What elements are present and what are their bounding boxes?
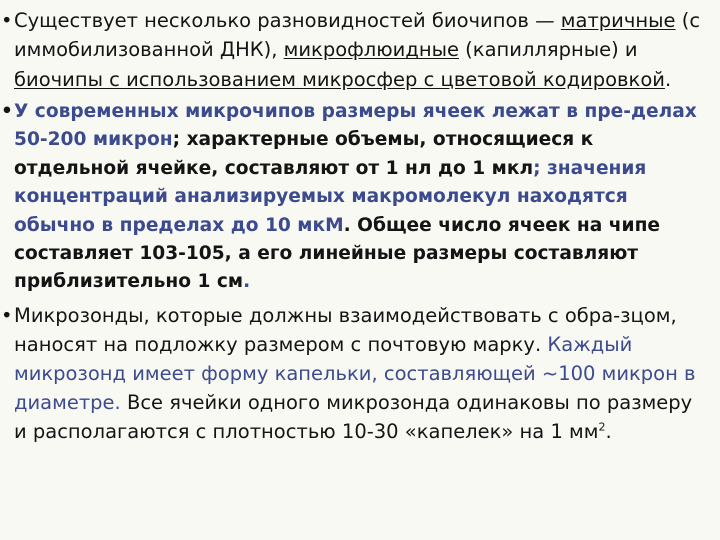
text-segment: . [605, 419, 612, 443]
bullet-marker: • [1, 303, 13, 327]
text-segment: . Общее число ячеек на чипе составляет 103-105, а его линейные размеры составляют приблизительно 1 см [14, 214, 661, 293]
text-segment: . [243, 271, 251, 293]
text-segment-highlight: Каждый микрозонд имеет форму капельки, составляющей ~100 микрон в диаметре. [14, 332, 696, 414]
text-segment: Существует несколько разновидностей биочипов — [14, 9, 561, 32]
term-microsphere: биочипы с использованием микросфер с цветовой кодировкой [14, 67, 665, 91]
text-segment: (капиллярные) и [458, 38, 638, 62]
term-matrix: матричные [560, 9, 676, 32]
term-microfluidic: микрофлюидные [283, 38, 459, 62]
text-segment: (с иммобилизованной ДНК), [14, 9, 701, 62]
text-segment: ; значения концентраций анализируемых макромолекул находятся обычно в пределах до 10 мкМ [14, 157, 647, 236]
text-segment: . [664, 67, 672, 91]
bullet-marker: • [1, 9, 13, 32]
text-segment: Все ячейки одного микрозонда одинаковы по размеру и располагаются с плотностью 10-30 «капелек» на 1 мм [14, 390, 693, 443]
text-segment: ; характерные объемы, относящиеся к отдельной ячейке, составляют от 1 нл до 1 мкл [14, 129, 594, 179]
bullet-biochip-types [1, 6, 706, 94]
superscript: 2 [598, 420, 606, 434]
bullet-marker: • [1, 100, 13, 122]
bullet-microprobes [1, 301, 706, 446]
bullet-microchip-sizes [1, 98, 706, 297]
text-segment: Микрозонды, которые должны взаимодействовать с обра-зцом, наносят на подложку размером с почтовую марку. [14, 303, 677, 356]
text-segment: У современных микрочипов размеры ячеек лежат в пре-делах 50-200 микрон [14, 100, 697, 151]
